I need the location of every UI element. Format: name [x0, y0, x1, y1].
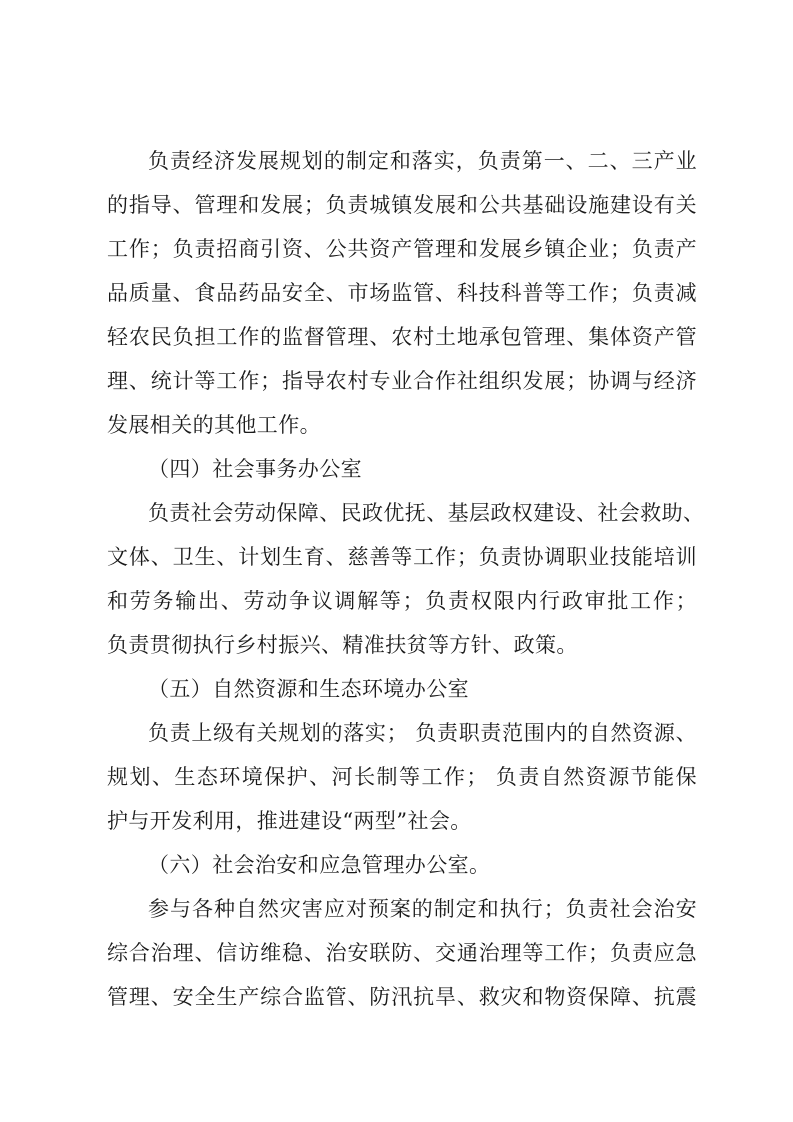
text-line: 文体、卫生、计划生育、慈善等工作；负责协调职业技能培训	[107, 545, 697, 569]
section-heading-natural-resources: （五）自然资源和生态环境办公室	[148, 677, 469, 701]
text-line: 综合治理、信访维稳、治安联防、交通治理等工作；负责应急	[107, 941, 697, 965]
text-line: 负责上级有关规划的落实； 负责职责范围内的自然资源、	[148, 721, 697, 745]
text-line: 负责贯彻执行乡村振兴、精准扶贫等方针、政策。	[107, 633, 578, 657]
text-line: 工作；负责招商引资、公共资产管理和发展乡镇企业；负责产	[107, 237, 697, 261]
text-line: 理、统计等工作；指导农村专业合作社组织发展；协调与经济	[107, 369, 697, 393]
text-line: 参与各种自然灾害应对预案的制定和执行；负责社会治安	[148, 897, 697, 921]
text-line: 负责社会劳动保障、民政优抚、基层政权建设、社会救助、	[148, 501, 705, 525]
text-line: 护与开发利用，推进建设“两型”社会。	[107, 809, 472, 833]
section-heading-public-security: （六）社会治安和应急管理办公室。	[148, 853, 491, 877]
text-line: 负责经济发展规划的制定和落实，负责第一、二、三产业	[148, 149, 697, 173]
text-line: 和劳务输出、劳动争议调解等；负责权限内行政审批工作；	[107, 589, 697, 613]
text-line: 品质量、食品药品安全、市场监管、科技科普等工作；负责减	[107, 281, 697, 305]
text-line: 规划、生态环境保护、河长制等工作； 负责自然资源节能保	[107, 765, 697, 789]
text-line: 管理、安全生产综合监管、防汛抗旱、救灾和物资保障、抗震	[107, 985, 697, 1009]
text-line: 轻农民负担工作的监督管理、农村土地承包管理、集体资产管	[107, 325, 697, 349]
text-line: 的指导、管理和发展；负责城镇发展和公共基础设施建设有关	[107, 193, 697, 217]
text-line: 发展相关的其他工作。	[107, 413, 321, 437]
section-heading-social-affairs: （四）社会事务办公室	[148, 457, 362, 481]
